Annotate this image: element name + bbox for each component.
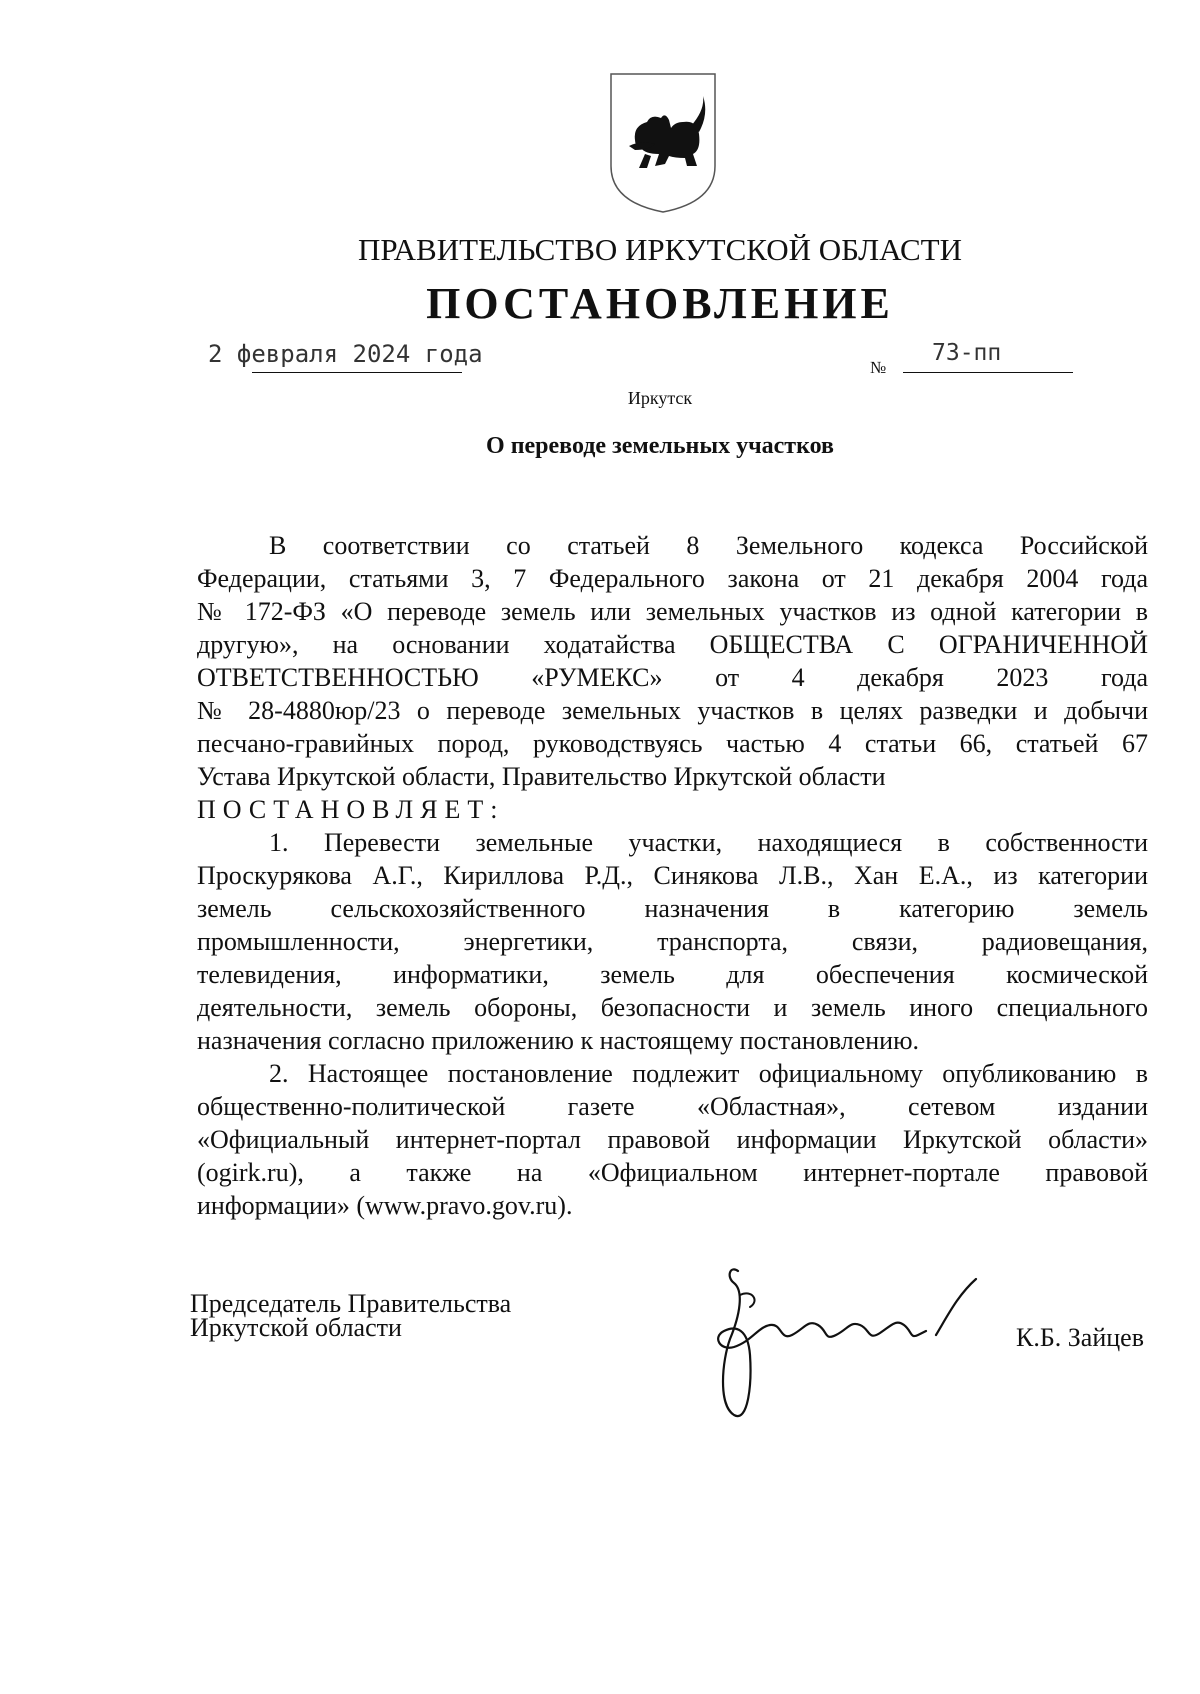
body-line: 2. Настоящее постановление подлежит официальному опубликованию в: [269, 1059, 1148, 1088]
body-line: № 172-ФЗ «О переводе земель или земельных участков из одной категории в: [197, 597, 1148, 626]
body-line: 1. Перевести земельные участки, находящиеся в собственности: [269, 828, 1148, 857]
organization-title: ПРАВИТЕЛЬСТВО ИРКУТСКОЙ ОБЛАСТИ: [357, 232, 962, 267]
resolves-heading: ПОСТАНОВЛЯЕТ:: [197, 795, 505, 824]
body-line: назначения согласно приложению к настоящему постановлению.: [197, 1026, 920, 1055]
coat-of-arms-icon: [605, 70, 721, 216]
body-line: (ogirk.ru), а также на «Официальном интернет-портале правовой: [197, 1158, 1148, 1187]
body-line: промышленности, энергетики, транспорта, связи, радиовещания,: [197, 927, 1148, 956]
document-date: 2 февраля 2024 года: [208, 340, 483, 368]
body-line: другую», на основании ходатайства ОБЩЕСТВА С ОГРАНИЧЕННОЙ: [197, 630, 1148, 659]
signer-position-line: Председатель Правительства: [190, 1289, 512, 1318]
body-line: Проскурякова А.Г., Кириллова Р.Д., Синякова Л.В., Хан Е.А., из категории: [197, 861, 1148, 890]
city-name: Иркутск: [627, 388, 693, 408]
signer-position: [190, 1289, 512, 1342]
number-sign: №: [870, 358, 887, 377]
signer-name: К.Б. Зайцев: [1016, 1323, 1144, 1352]
body-line: Устава Иркутской области, Правительство Иркутской области: [197, 762, 886, 791]
body-line: песчано-гравийных пород, руководствуясь частью 4 статьи 66, статьей 67: [197, 729, 1148, 758]
body-line: № 28-4880юр/23 о переводе земельных участков в целях разведки и добычи: [197, 696, 1148, 725]
signer-position-line: Иркутской области: [190, 1313, 402, 1342]
document-number: 73-пп: [932, 340, 1002, 366]
body-line: «Официальный интернет-портал правовой информации Иркутской области»: [197, 1125, 1148, 1154]
number-underline: [903, 372, 1073, 373]
document-type-title: ПОСТАНОВЛЕНИЕ: [426, 279, 894, 328]
body-line: земель сельскохозяйственного назначения в категорию земель: [197, 894, 1148, 923]
body-line: информации» (www.pravo.gov.ru).: [197, 1191, 573, 1220]
date-underline: [252, 372, 462, 373]
document-body: [197, 529, 1148, 1222]
body-line: В соответствии со статьей 8 Земельного кодекса Российской: [269, 531, 1148, 560]
body-line: телевидения, информатики, земель для обеспечения космической: [197, 960, 1148, 989]
body-line: Федерации, статьями 3, 7 Федерального закона от 21 декабря 2004 года: [197, 564, 1148, 593]
document-subject: О переводе земельных участков: [486, 433, 834, 459]
handwritten-signature-icon: [700, 1255, 990, 1425]
body-line: общественно-политической газете «Областная», сетевом издании: [197, 1092, 1148, 1121]
body-line: деятельности, земель обороны, безопасности и земель иного специального: [197, 993, 1148, 1022]
body-line: ОТВЕТСТВЕННОСТЬЮ «РУМЕКС» от 4 декабря 2023 года: [197, 663, 1148, 692]
